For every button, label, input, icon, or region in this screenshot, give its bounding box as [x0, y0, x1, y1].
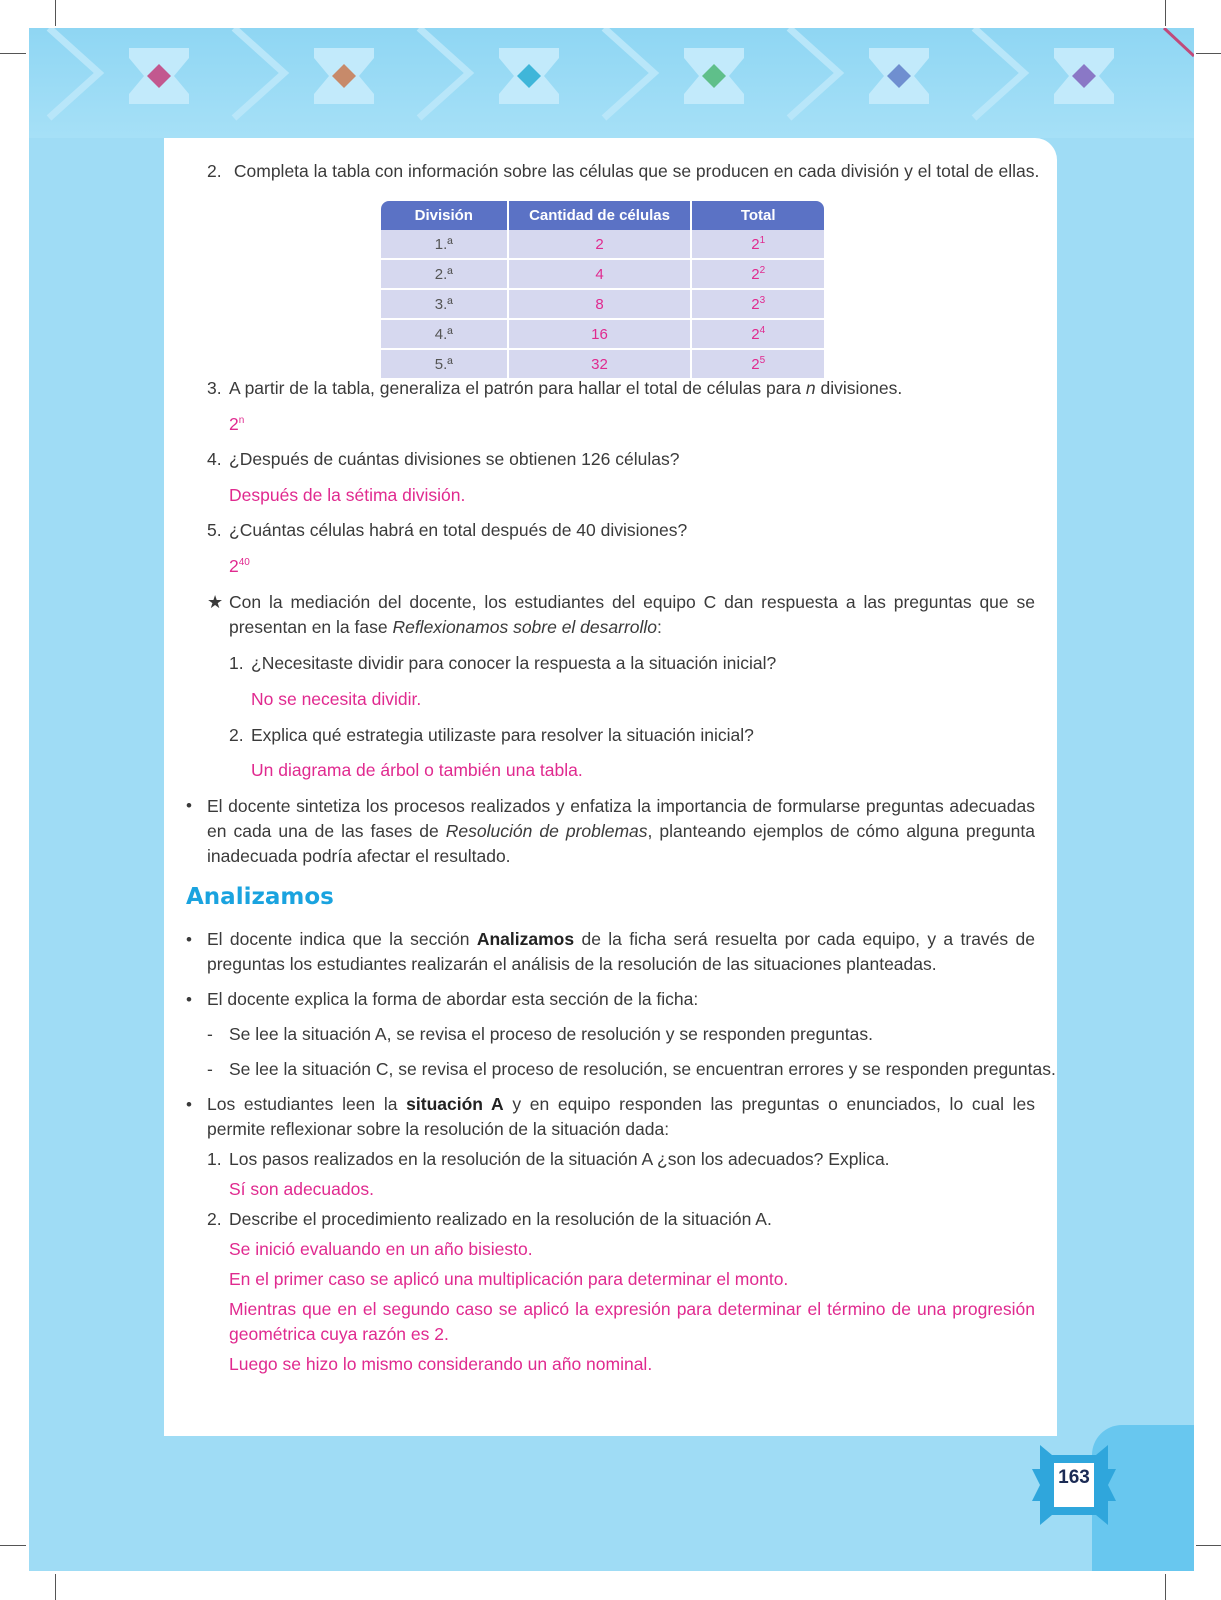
bullet-icon: •	[186, 990, 192, 1009]
answer-base: 2	[229, 556, 239, 576]
crop-mark	[0, 1545, 26, 1546]
analysis-answer-2-line: Mientras que en el segundo caso se aplicó la expresión para determinar el término de una progresión geométrica cuya razón es 2.	[229, 1299, 1035, 1344]
item-number: 3.	[207, 378, 222, 398]
cells-count-cell: 16	[508, 319, 692, 349]
division-cell: 4.ª	[381, 319, 508, 349]
bold-term: situación A	[406, 1094, 504, 1114]
item-number: 2.	[207, 161, 222, 181]
division-cell: 5.ª	[381, 349, 508, 379]
answer-5	[229, 554, 250, 579]
cells-count-cell: 32	[508, 349, 692, 379]
total-base: 2	[751, 355, 760, 373]
star-icon: ★	[207, 592, 224, 612]
crop-mark	[1165, 0, 1166, 26]
phase-name: Reflexionamos sobre el desarrollo	[392, 617, 658, 637]
analysis-answer-2-line: Se inició evaluando en un año bisiesto.	[229, 1239, 533, 1259]
dash-item-2: Se lee la situación C, se revisa el proceso de resolución, se encuentran errores y se responden preguntas.	[229, 1059, 1056, 1079]
analysis-question-1	[207, 1147, 890, 1172]
question-5	[207, 518, 687, 543]
column-header: Total	[691, 201, 824, 230]
crop-mark	[0, 53, 26, 54]
sub-question-2	[229, 723, 754, 748]
paragraph-text: El docente sintetiza los procesos realizados y enfatiza la importancia de formularse preguntas adecuadas en cada una de las fases de	[207, 796, 1035, 841]
cell-division-table	[381, 201, 824, 380]
total-exponent: 4	[759, 324, 766, 336]
paragraph-text-end: de la ficha será resuelta por cada equipo, y a través de preguntas los estudiantes realizarán el análisis de la resolución de las situaciones planteadas.	[207, 929, 1035, 974]
answer-base: 2	[229, 414, 239, 434]
question-text-end: divisiones.	[815, 378, 903, 398]
paragraph-text-end: , planteando ejemplos de cómo alguna pregunta inadecuada podría afectar el resultado.	[207, 821, 1035, 866]
table-row	[381, 289, 824, 319]
table-row	[381, 319, 824, 349]
question-text: Completa la tabla con información sobre las células que se producen en cada división y el total de ellas.	[233, 161, 1040, 181]
total-cell	[691, 259, 824, 289]
question-text: Explica qué estrategia utilizaste para resolver la situación inicial?	[251, 725, 754, 745]
item-number: 1.	[207, 1149, 222, 1169]
total-base: 2	[751, 265, 760, 283]
bullet-paragraph-2	[207, 927, 1035, 977]
dash-icon: -	[207, 1059, 213, 1079]
bullet-paragraph-1	[207, 794, 1035, 869]
question-2	[207, 159, 1039, 184]
pattern-icon	[29, 28, 1194, 138]
answer-exponent: n	[238, 415, 245, 427]
total-exponent: 2	[759, 264, 766, 276]
sub-question-1	[229, 651, 776, 676]
paragraph-text-end: :	[657, 617, 662, 637]
sub-answer-2: Un diagrama de árbol o también una tabla.	[251, 760, 583, 780]
bullet-icon: •	[186, 1095, 192, 1114]
paragraph-text: Con la mediación del docente, los estudiantes del equipo C dan respuesta a las preguntas que se presentan en la fase	[229, 592, 1035, 637]
division-cell: 2.ª	[381, 259, 508, 289]
cells-count-cell: 2	[508, 230, 692, 259]
question-text: ¿Necesitaste dividir para conocer la respuesta a la situación inicial?	[251, 653, 777, 673]
analysis-question-2	[207, 1207, 772, 1232]
table-header-row	[381, 201, 824, 230]
question-text: ¿Cuántas células habrá en total después de 40 divisiones?	[229, 520, 688, 540]
total-base: 2	[751, 235, 760, 253]
paragraph-text-end: y en equipo responden las preguntas o enunciados, lo cual les permite reflexionar sobre la resolución de la situación dada:	[207, 1094, 1036, 1139]
question-4	[207, 447, 679, 472]
dash-icon: -	[207, 1024, 213, 1044]
variable-n: n	[805, 378, 816, 398]
bullet-icon: •	[186, 796, 192, 815]
star-paragraph	[229, 590, 1035, 640]
crop-mark	[55, 1574, 56, 1600]
page-number: 163	[1058, 1467, 1090, 1488]
table-row	[381, 230, 824, 259]
answer-3	[229, 412, 244, 437]
total-base: 2	[751, 295, 760, 313]
item-number: 4.	[207, 449, 222, 469]
bullet-icon: •	[186, 930, 192, 949]
cells-count-cell: 4	[508, 259, 692, 289]
total-exponent: 5	[759, 354, 766, 366]
total-exponent: 3	[759, 294, 766, 306]
table-row	[381, 259, 824, 289]
bold-term: Analizamos	[476, 929, 575, 949]
item-number: 2.	[207, 1209, 222, 1229]
analysis-answer-2-line: Luego se hizo lo mismo considerando un año nominal.	[229, 1354, 653, 1374]
crop-mark	[1196, 53, 1221, 54]
bullet-paragraph-3: El docente explica la forma de abordar esta sección de la ficha:	[207, 989, 699, 1009]
column-header: Cantidad de células	[508, 201, 692, 230]
question-text: ¿Después de cuántas divisiones se obtienen 126 células?	[229, 449, 680, 469]
question-text: A partir de la tabla, generaliza el patrón para hallar el total de células para	[229, 378, 806, 398]
cells-count-cell: 8	[508, 289, 692, 319]
paragraph-text: El docente indica que la sección	[207, 929, 477, 949]
answer-4: Después de la sétima división.	[229, 485, 466, 505]
question-text: Los pasos realizados en la resolución de la situación A ¿son los adecuados? Explica.	[229, 1149, 890, 1169]
total-cell	[691, 230, 824, 259]
total-exponent: 1	[759, 234, 766, 246]
item-number: 1.	[229, 653, 244, 673]
paragraph-text: Los estudiantes leen la	[207, 1094, 407, 1114]
total-cell	[691, 349, 824, 379]
question-text: Describe el procedimiento realizado en la resolución de la situación A.	[229, 1209, 772, 1229]
question-3	[207, 376, 902, 401]
item-number: 2.	[229, 725, 244, 745]
crop-mark	[55, 0, 56, 26]
phase-name: Resolución de problemas	[445, 821, 648, 841]
answer-exponent: 40	[238, 557, 250, 569]
analysis-answer-1: Sí son adecuados.	[229, 1179, 374, 1199]
section-heading: Analizamos	[186, 884, 334, 910]
dash-item-1: Se lee la situación A, se revisa el proceso de resolución y se responden preguntas.	[229, 1024, 873, 1044]
total-cell	[691, 289, 824, 319]
division-cell: 1.ª	[381, 230, 508, 259]
decorative-banner	[29, 28, 1194, 138]
analysis-answer-2-line: En el primer caso se aplicó una multiplicación para determinar el monto.	[229, 1269, 789, 1289]
crop-mark	[1196, 1545, 1221, 1546]
total-cell	[691, 319, 824, 349]
sub-answer-1: No se necesita dividir.	[251, 689, 422, 709]
bullet-paragraph-4	[207, 1092, 1035, 1142]
column-header: División	[381, 201, 508, 230]
division-cell: 3.ª	[381, 289, 508, 319]
item-number: 5.	[207, 520, 222, 540]
table-row	[381, 349, 824, 379]
crop-mark	[1165, 1574, 1166, 1600]
total-base: 2	[751, 325, 760, 343]
